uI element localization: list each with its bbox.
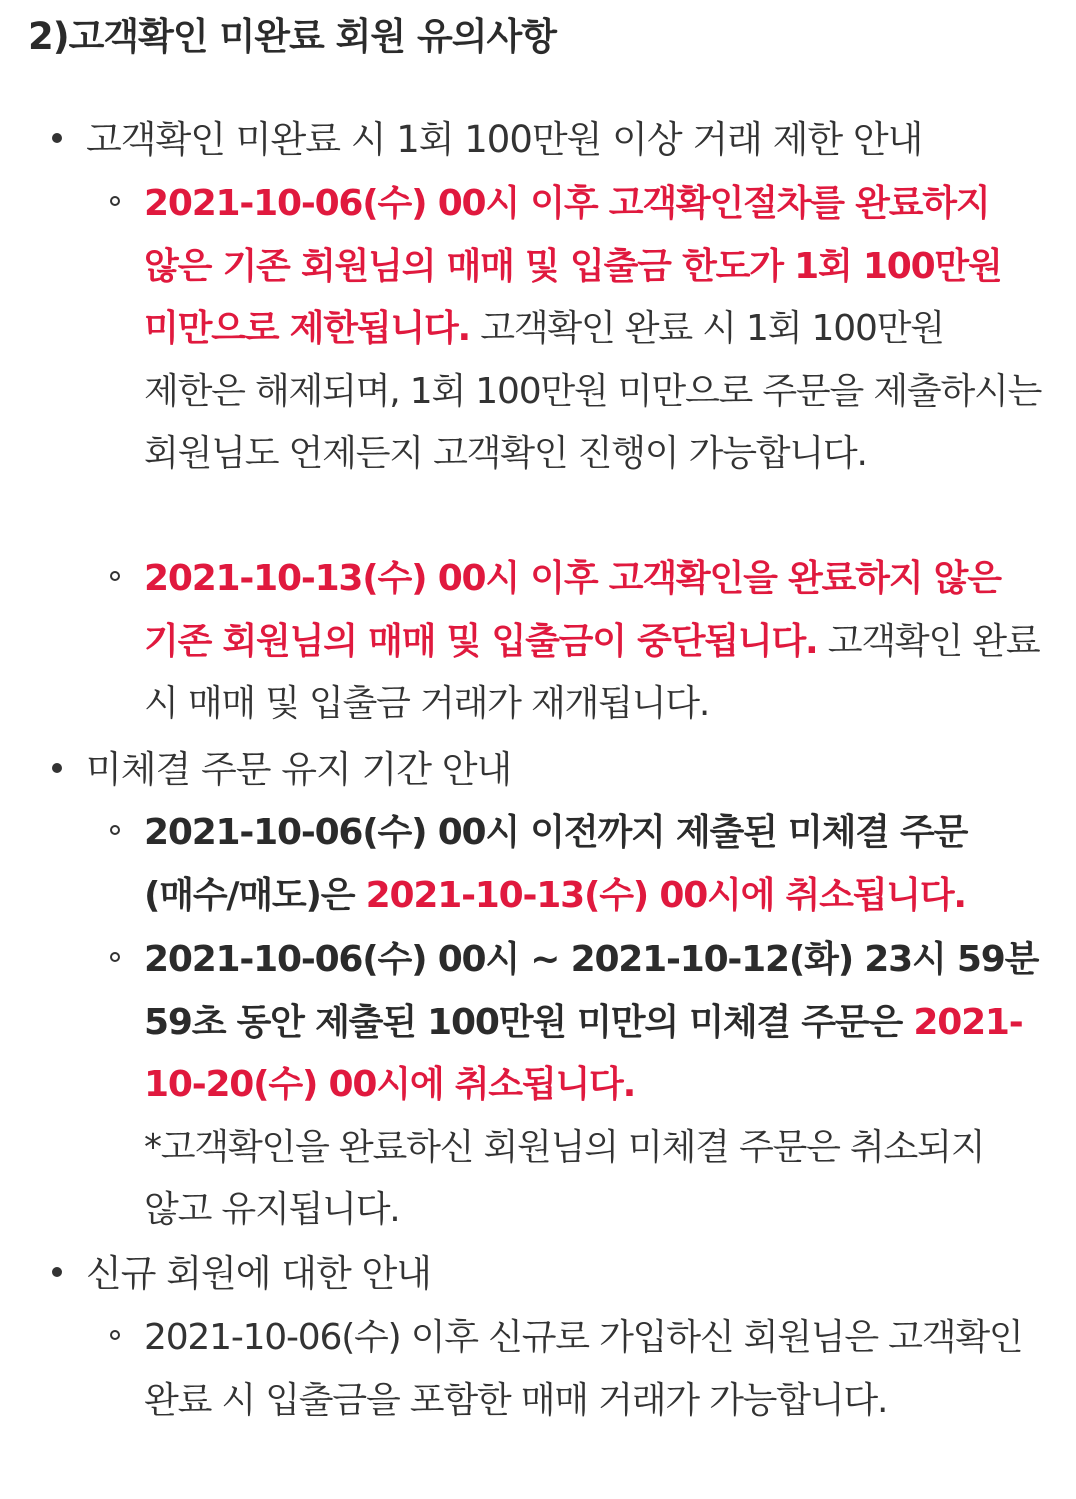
circle-bullet-icon (110, 1330, 120, 1340)
sub-item-suspension (110, 548, 1048, 736)
sub-item-order-cancel-2 (110, 929, 1048, 1242)
list-item-new-members (52, 1243, 1056, 1305)
footnote-text: *고객확인을 완료하신 회원님의 미체결 주문은 취소되지 않고 유지됩니다. (144, 1126, 985, 1230)
list-item-pending-orders (52, 739, 1056, 801)
bullet-icon (52, 1267, 62, 1277)
highlight-text: 2021-10-13(수) 00시 이후 고객확인을 완료하지 않은 기존 회원님의 매매 및 입출금이 중단됩니다. (144, 558, 1001, 662)
circle-bullet-icon (110, 571, 120, 581)
detail-text: 2021-10-06(수) 00시 ~ 2021-10-12(화) 23시 59분 59초 동안 제출된 100만원 미만의 미체결 주문은 (144, 939, 1039, 1043)
bullet-icon (52, 133, 62, 143)
highlight-text: 2021-10-20(수) 00시에 취소됩니다. (144, 1001, 1023, 1105)
highlight-text: 2021-10-06(수) 00시 이후 고객확인절차를 완료하지 않은 기존 회원님의 매매 및 입출금 한도가 1회 100만원 미만으로 제한됩니다. (144, 183, 1002, 349)
detail-text: 2021-10-06(수) 00시 이전까지 제출된 미체결 주문(매수/매도)은 (144, 812, 968, 916)
highlight-text: 2021-10-13(수) 00시에 취소됩니다. (365, 874, 966, 916)
sub-item-new-member-info (110, 1307, 1048, 1432)
circle-bullet-icon (110, 196, 120, 206)
list-item-id-verification-limit (52, 109, 1056, 171)
bullet-icon (52, 763, 62, 773)
list-item-label: 미체결 주문 유지 기간 안내 (86, 748, 512, 791)
detail-text: 고객확인 완료 시 매매 및 입출금 거래가 재개됩니다. (144, 620, 1040, 724)
detail-text: 고객확인 완료 시 1회 100만원 제한은 해제되며, 1회 100만원 미만으로 주문을 제출하시는 회원님도 언제든지 고객확인 진행이 가능합니다. (144, 308, 1042, 474)
list-item-label: 신규 회원에 대한 안내 (86, 1252, 431, 1295)
detail-text: 2021-10-06(수) 이후 신규로 가입하신 회원님은 고객확인 완료 시 입출금을 포함한 매매 거래가 가능합니다. (144, 1317, 1023, 1421)
circle-bullet-icon (110, 825, 120, 835)
sub-item-limit-100 (110, 173, 1048, 486)
list-item-label: 고객확인 미완료 시 1회 100만원 이상 거래 제한 안내 (86, 118, 923, 161)
sub-item-order-cancel-1 (110, 802, 1048, 927)
circle-bullet-icon (110, 952, 120, 962)
section-title: 2)고객확인 미완료 회원 유의사항 (28, 15, 556, 58)
